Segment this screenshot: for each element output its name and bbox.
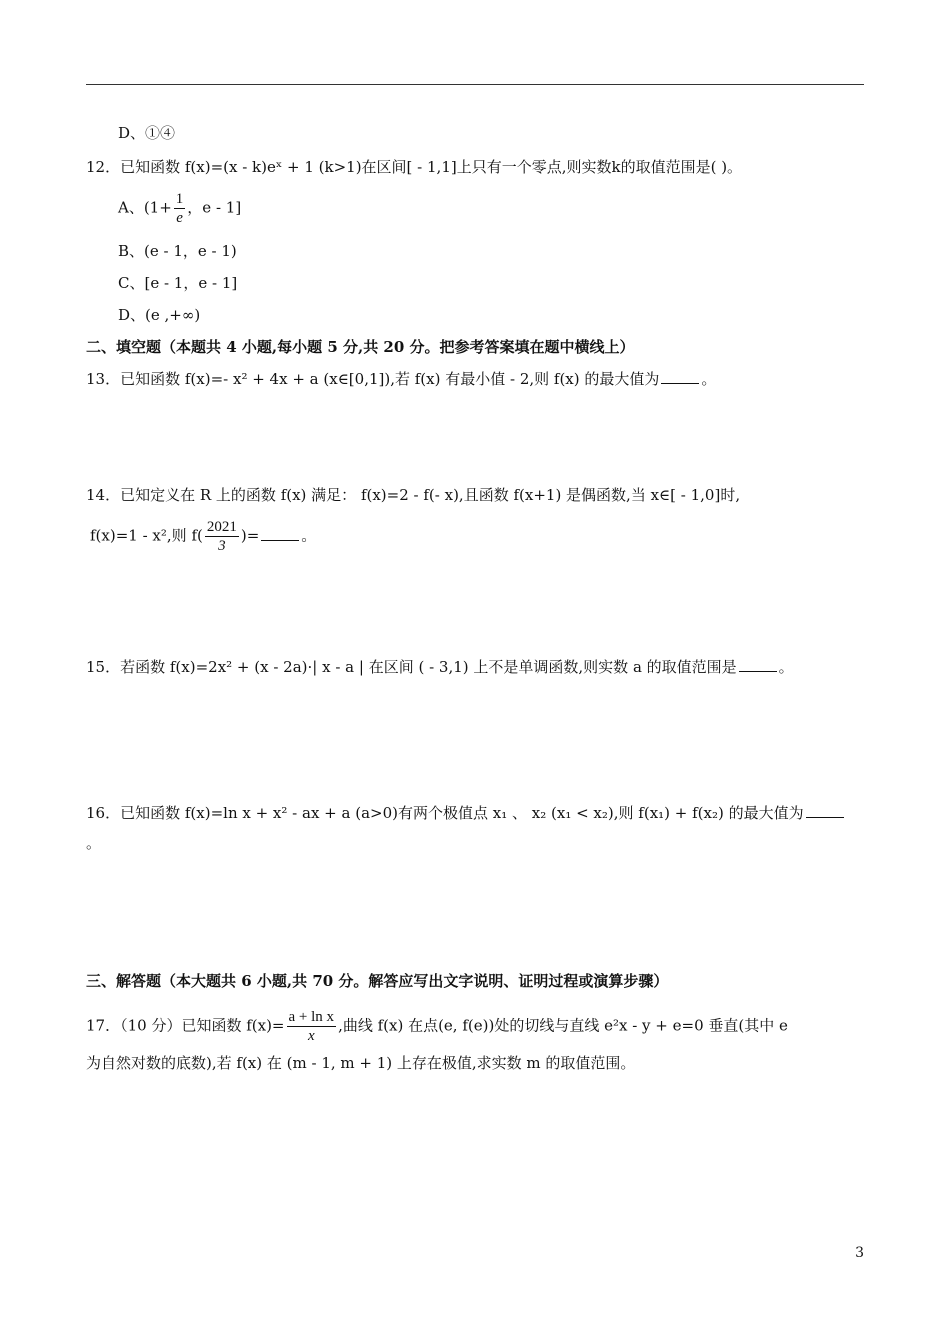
q12-option-b [118,240,237,262]
q12-option-a-pre: A、(1+ [118,198,172,217]
section-2-heading [86,336,635,358]
answer-blank [661,369,699,384]
q17-line-1 [86,1008,788,1045]
q11-option-d [118,122,175,144]
q12-option-a [118,190,241,227]
q13 [86,368,716,390]
q16-number: 16． [86,804,121,822]
q12-stem [86,156,742,178]
q16-text: 已知函数 f(x)=ln x + x² - ax + a (a>0)有两个极值点 x₁ 、 x₂ (x₁ < x₂),则 f(x₁) + f(x₂) 的最大值为 [120,804,804,822]
fraction-numerator: 1 [175,191,184,207]
q14-line-2 [90,518,316,555]
q12-option-c [118,272,237,294]
fraction-numerator: a + ln x [288,1009,335,1025]
q12-option-a-fraction [174,190,186,227]
q13-end: 。 [701,370,717,388]
q15 [86,656,794,678]
q13-text: 已知函数 f(x)=- x² + 4x + a (x∈[0,1]),若 f(x) 有最小值 - 2,则 f(x) 的最大值为 [120,370,660,388]
q16-end: 。 [86,834,102,852]
section-3-title: 三、解答题（本大题共 6 小题,共 70 分。解答应写出文字说明、证明过程或演算步骤） [86,972,669,990]
q12-number: 12． [86,158,121,176]
q17-number: 17． [86,1016,121,1035]
q14-number: 14． [86,486,121,504]
q12-option-d [118,304,200,326]
q15-text: 若函数 f(x)=2x² + (x - 2a)·| x - a | 在区间 ( - 3,1) 上不是单调函数,则实数 a 的取值范围是 [120,658,737,676]
q13-number: 13． [86,370,121,388]
fraction-numerator: 2021 [206,519,237,535]
section-2-title: 二、填空题（本题共 4 小题,每小题 5 分,共 20 分。把参考答案填在题中横线上） [86,338,635,356]
fraction-denominator: x [307,1028,315,1044]
q12-option-c-text: C、[e - 1，e - 1] [118,274,238,292]
q12-option-a-post: ，e - 1] [187,198,242,217]
q14-fraction [205,518,239,555]
q17-line-2-text: 为自然对数的底数),若 f(x) 在 (m - 1, m + 1) 上存在极值,求实数 m 的取值范围。 [86,1054,636,1072]
q16 [86,802,846,824]
q17-pre: （10 分）已知函数 f(x)= [120,1016,285,1035]
page-number: 3 [855,1245,864,1261]
q14-line-1 [86,484,740,506]
q17-post: ,曲线 f(x) 在点(e, f(e))处的切线与直线 e²x - y + e=0 垂直(其中 e [338,1016,788,1035]
answer-blank [261,526,299,541]
fraction-denominator: 3 [218,538,226,554]
q14-end: 。 [301,526,317,545]
q11-option-d-text: D、①④ [118,124,176,142]
section-3-heading [86,970,668,992]
q16-end-line [86,832,101,854]
q12-text: 已知函数 f(x)=(x - k)eˣ + 1 (k>1)在区间[ - 1,1]上只有一个零点,则实数k的取值范围是( )。 [120,158,743,176]
q14-text: 已知定义在 R 上的函数 f(x) 满足： f(x)=2 - f(- x),且函数 f(x+1) 是偶函数,当 x∈[ - 1,0]时, [120,486,741,504]
q17-fraction [287,1008,337,1045]
answer-blank [739,657,777,672]
q15-end: 。 [778,658,794,676]
answer-blank [806,803,844,818]
q14-line-2-post: )= [240,526,260,545]
q12-option-d-text: D、(e ,+∞) [118,306,201,324]
q12-option-b-text: B、(e - 1，e - 1) [118,242,237,260]
header-rule [86,84,864,85]
q17-line-2 [86,1052,635,1074]
q14-line-2-pre: f(x)=1 - x²,则 f( [90,526,203,545]
fraction-denominator: e [176,210,183,226]
q15-number: 15． [86,658,121,676]
